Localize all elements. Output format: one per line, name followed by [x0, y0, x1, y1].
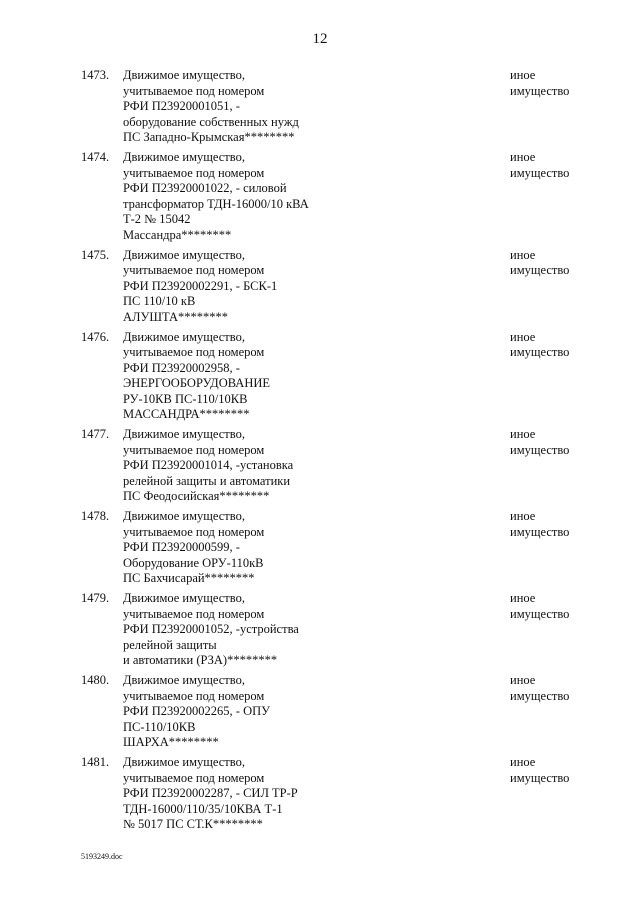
- entry-property-type-line: иное: [510, 591, 536, 605]
- entry-description-line: ЭНЕРГООБОРУДОВАНИЕ: [123, 376, 271, 391]
- entry-property-type: [510, 150, 569, 181]
- entry-description-line: релейной защиты и автоматики: [123, 473, 291, 488]
- entry-property-type-line: имущество: [510, 524, 570, 539]
- entry-description-line: Движимое имущество,: [123, 509, 245, 524]
- entry-description-line: ПС Бахчисарай********: [123, 571, 255, 586]
- entry-description-line: Движимое имущество,: [123, 247, 245, 262]
- entry-description-line: релейной защиты: [123, 637, 217, 652]
- entry-property-type-line: имущество: [510, 688, 570, 703]
- entry-number: 1481.: [81, 754, 110, 769]
- entry-property-type-line: имущество: [510, 83, 570, 98]
- entry-description-line: Массандра********: [123, 227, 232, 242]
- entry-property-type-line: имущество: [510, 606, 570, 621]
- list-item: [0, 673, 640, 751]
- entry-description-line: РФИ П23920002287, - СИЛ ТР-Р: [123, 786, 298, 801]
- entry-description-line: № 5017 ПС СТ.К********: [123, 817, 263, 832]
- entry-property-type-line: иное: [510, 247, 536, 262]
- list-item: [0, 68, 640, 146]
- entry-description-line: АЛУШТА********: [123, 309, 229, 324]
- entry-property-type: [510, 330, 569, 361]
- entry-property-type-line: иное: [510, 427, 536, 442]
- entry-description-line: Движимое имущество,: [123, 329, 245, 344]
- entry-description-line: Движимое имущество,: [123, 68, 245, 82]
- entry-number: 1476.: [81, 329, 110, 344]
- entry-description-line: ПС Западно-Крымская********: [123, 130, 295, 145]
- entry-property-type: [510, 755, 569, 786]
- entry-property-type-line: иное: [510, 149, 536, 164]
- entry-description: [123, 591, 323, 669]
- entry-description-line: Движимое имущество,: [123, 427, 245, 442]
- entry-property-type-line: иное: [510, 68, 536, 82]
- entry-description-line: РФИ П23920002958, -: [123, 360, 240, 375]
- list-item: [0, 150, 640, 244]
- entry-description-line: РУ-10КВ ПС-110/10КВ: [123, 391, 248, 406]
- entry-description-line: РФИ П23920001022, - силовой: [123, 181, 287, 196]
- entry-property-type-line: иное: [510, 329, 536, 344]
- entry-property-type-line: имущество: [510, 770, 570, 785]
- entry-description: [123, 755, 323, 833]
- entry-property-type-line: иное: [510, 509, 536, 524]
- entry-property-type: [510, 68, 569, 99]
- entry-description-line: Движимое имущество,: [123, 754, 245, 769]
- entry-number: 1478.: [81, 509, 110, 524]
- entry-number: 1474.: [81, 149, 110, 164]
- entry-description-line: Движимое имущество,: [123, 591, 245, 605]
- entry-description-line: ПС Феодосийская********: [123, 489, 270, 504]
- entry-description-line: учитываемое под номером: [123, 770, 265, 785]
- entry-description: [123, 68, 323, 146]
- entry-description: [123, 150, 323, 244]
- entry-property-type-line: иное: [510, 754, 536, 769]
- entry-property-type: [510, 248, 569, 279]
- entries-list: [0, 68, 640, 837]
- entry-description-line: Движимое имущество,: [123, 672, 245, 687]
- entry-description-line: учитываемое под номером: [123, 524, 265, 539]
- entry-description-line: ТДН-16000/110/35/10КВА Т-1: [123, 801, 283, 816]
- entry-description-line: оборудование собственных нужд: [123, 114, 299, 129]
- entry-description-line: РФИ П23920001051, -: [123, 99, 240, 114]
- entry-property-type-line: имущество: [510, 442, 570, 457]
- entry-description-line: учитываемое под номером: [123, 83, 265, 98]
- entry-description-line: РФИ П23920001052, -устройства: [123, 622, 299, 637]
- list-item: [0, 509, 640, 587]
- entry-description-line: МАССАНДРА********: [123, 407, 250, 422]
- entry-description: [123, 330, 323, 424]
- footer-file-name: 5193249.doc: [81, 852, 123, 861]
- entry-description-line: и автоматики (РЗА)********: [123, 653, 278, 668]
- list-item: [0, 330, 640, 424]
- entry-number: 1473.: [81, 68, 110, 82]
- entry-number: 1480.: [81, 672, 110, 687]
- entry-description-line: РФИ П23920002291, - БСК-1: [123, 278, 278, 293]
- list-item: [0, 591, 640, 669]
- entry-property-type-line: иное: [510, 672, 536, 687]
- list-item: [0, 427, 640, 505]
- entry-number: 1477.: [81, 427, 110, 442]
- entry-description: [123, 673, 323, 751]
- entry-description-line: Оборудование ОРУ-110кВ: [123, 555, 264, 570]
- entry-description-line: учитываемое под номером: [123, 442, 265, 457]
- entry-description-line: Т-2 № 15042: [123, 212, 191, 227]
- entry-number: 1479.: [81, 591, 110, 605]
- entry-description-line: учитываемое под номером: [123, 165, 265, 180]
- entry-property-type-line: имущество: [510, 263, 570, 278]
- entry-description: [123, 427, 323, 505]
- entry-description-line: ШАРХА********: [123, 735, 219, 750]
- entry-property-type: [510, 591, 569, 622]
- entry-property-type: [510, 427, 569, 458]
- entry-number: 1475.: [81, 247, 110, 262]
- entry-description: [123, 509, 323, 587]
- entry-description-line: учитываемое под номером: [123, 263, 265, 278]
- entry-description-line: ПС-110/10КВ: [123, 719, 196, 734]
- entry-property-type-line: имущество: [510, 345, 570, 360]
- entry-description-line: учитываемое под номером: [123, 606, 265, 621]
- entry-property-type: [510, 673, 569, 704]
- entry-property-type: [510, 509, 569, 540]
- entry-description-line: РФИ П23920002265, - ОПУ: [123, 704, 270, 719]
- entry-description-line: РФИ П23920000599, -: [123, 540, 240, 555]
- entry-description-line: учитываемое под номером: [123, 688, 265, 703]
- entry-description: [123, 248, 323, 326]
- entry-description-line: ПС 110/10 кВ: [123, 294, 196, 309]
- page-number: 12: [312, 31, 328, 47]
- entry-description-line: Движимое имущество,: [123, 149, 245, 164]
- list-item: [0, 248, 640, 326]
- entry-description-line: учитываемое под номером: [123, 345, 265, 360]
- entry-description-line: РФИ П23920001014, -установка: [123, 458, 294, 473]
- entry-description-line: трансформатор ТДН-16000/10 кВА: [123, 196, 309, 211]
- list-item: [0, 755, 640, 833]
- entry-property-type-line: имущество: [510, 165, 570, 180]
